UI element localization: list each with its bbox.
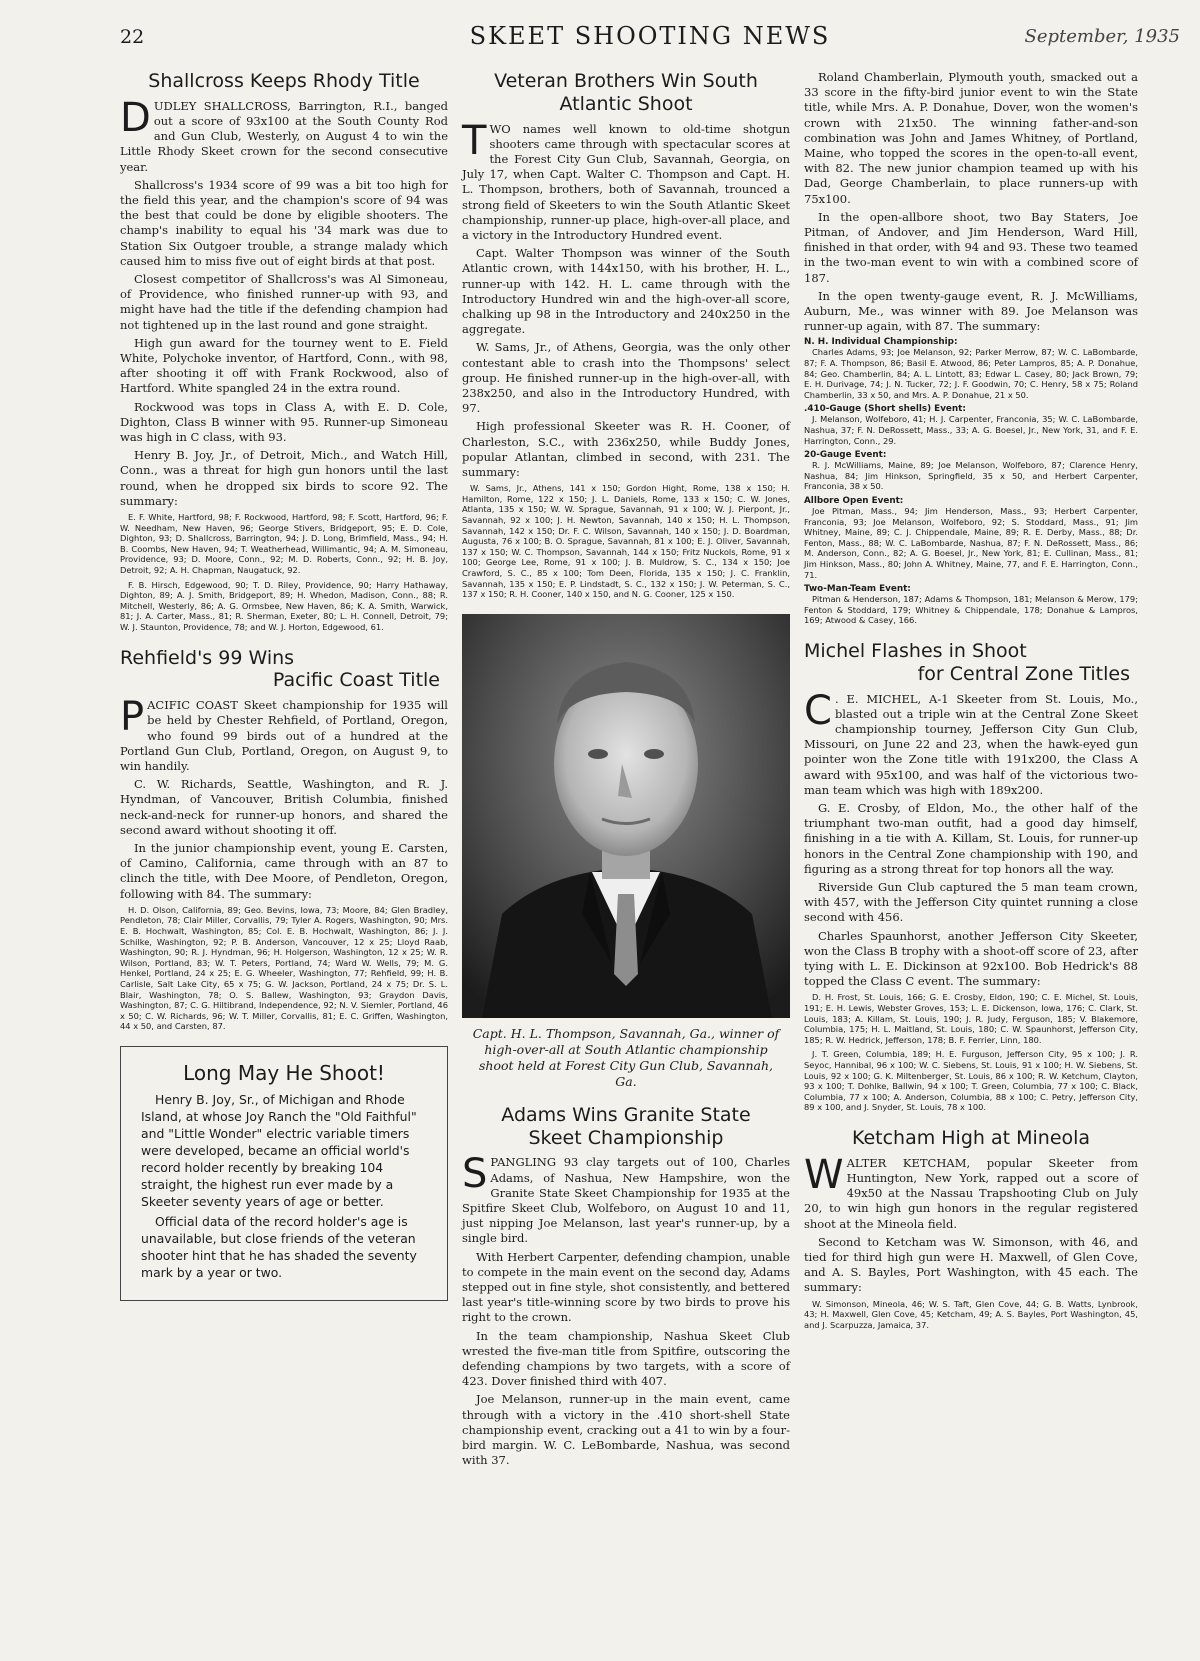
paragraph: PACIFIC COAST Skeet championship for 1935 will be held by Chester Rehfield, of Portland, Oregon, who found 99 birds out of a hundred at the Portland Gun Club, Portland, Oregon, on August 9, to win handily. bbox=[120, 694, 448, 774]
column-left bbox=[120, 70, 448, 1301]
paragraph: SPANGLING 93 clay targets out of 100, Charles Adams, of Nashua, New Hampshire, won the Granite State Skeet Championship for 1935 at the Spitfire Skeet Club, Wolfeboro, on August 10 and 11, just nipping Joe Melanson, last year's runner-up, by a single bird. bbox=[462, 1151, 790, 1246]
paragraph: Joe Melanson, runner-up in the main event, came through with a victory in the .410 short-shell State championship event, cracking out a 41 to win by a four-bird margin. W. C. LeBombarde, Nashua, was second with 37. bbox=[462, 1392, 790, 1468]
photo-caption: Capt. H. L. Thompson, Savannah, Ga., winner of high-over-all at South Atlantic championship shoot held at Forest City Gun Club, Savannah, Ga. bbox=[472, 1025, 780, 1089]
drop-cap: S bbox=[462, 1151, 488, 1198]
event-heading: 20-Gauge Event: bbox=[804, 450, 887, 461]
article-ketcham bbox=[804, 1127, 1138, 1330]
paragraph: TWO names well known to old-time shotgun shooters came through with spectacular scores at the Forest City Gun Club, Savannah, Georgia, on July 17, when Capt. Walter C. Thompson and Capt. H. L. Thompson, brothers, both of Savannah, trounced a strong field of Skeeters to win the South Atlantic Skeet championship, runner-up place, high-over-all place, and a victory in the Introductory Hundred event. bbox=[462, 117, 790, 243]
event-heading: .410-Gauge (Short shells) Event: bbox=[804, 404, 966, 415]
article-michel bbox=[804, 640, 1138, 1113]
paragraph: In the team championship, Nashua Skeet Club wrested the five-man title from Spitfire, outscoring the defending champions by two targets, with a score of 423. Dover finished third with 407. bbox=[462, 1328, 790, 1389]
summary: R. J. McWilliams, Maine, 89; Joe Melanson, Wolfeboro, 87; Clarence Henry, Nashua, 84; Jim Hinkson, Springfield, 35 x 50, and Herbert Carpenter, Franconia, 38 x 50. bbox=[804, 460, 1138, 492]
issue-date: September, 1935 bbox=[1024, 26, 1180, 47]
event-heading: Allbore Open Event: bbox=[804, 495, 904, 506]
summary: W. Simonson, Mineola, 46; W. S. Taft, Glen Cove, 44; G. B. Watts, Lynbrook, 43; H. Maxwell, Glen Cove, 45; Ketcham, 49; A. S. Bayles, Port Washington, 45, and J. Scarpuzza, Jamaica, 37. bbox=[804, 1298, 1138, 1330]
paragraph: Charles Spaunhorst, another Jefferson City Skeeter, won the Class B trophy with a shoot-off score of 23, after tying with L. E. Dickinson at 92x100. Bob Hedrick's 88 topped the Class C event. The summary: bbox=[804, 928, 1138, 989]
paragraph: Henry B. Joy, Sr., of Michigan and Rhode Island, at whose Joy Ranch the "Old Faithful" and "Little Wonder" electric variable timers were developed, became an official world's record holder recently by breaking 104 straight, the highest run ever made by a Skeeter seventy years of age or better. bbox=[141, 1091, 417, 1209]
headline-ketcham: Ketcham High at Mineola bbox=[851, 1126, 1091, 1149]
paragraph: With Herbert Carpenter, defending champion, unable to compete in the main event on the second day, Adams stepped out in fine style, shot consistently, and bettered last year's title-winning score by two birds to prove his right to the crown. bbox=[462, 1249, 790, 1325]
column-right bbox=[804, 70, 1138, 1344]
drop-cap: W bbox=[804, 1151, 844, 1198]
summary: Charles Adams, 93; Joe Melanson, 92; Parker Merrow, 87; W. C. LaBombarde, 87; F. A. Thompson, 86; Basil E. Atwood, 86; Peter Lampros, 85; A. P. Donahue, 84; Geo. Chamberlin, 84; A. L. Lintott, 83; Edwar L. Casey, 80; Jack Brown, 79; E. H. Durivage, 74; J. N. Tucker, 72; J. F. Goodwin, 70; C. Henry, 58 x 75; Roland Chamberlin, 33 x 50, and Mrs. A. P. Donahue, 21 x 50. bbox=[804, 347, 1138, 400]
headline-adams: Adams Wins Granite State Skeet Championship bbox=[501, 1103, 751, 1149]
paragraph: C. W. Richards, Seattle, Washington, and R. J. Hyndman, of Vancouver, British Columbia, finished neck-and-neck for runner-up honors, and shared the second award without shooting it off. bbox=[120, 777, 448, 837]
paragraph: G. E. Crosby, of Eldon, Mo., the other half of the triumphant two-man outfit, had a good day himself, finishing in a tie with A. Killam, St. Louis, for runner-up honors in the Central Zone championship with 190, and figuring as a strong threat for top honors all the way. bbox=[804, 800, 1138, 876]
headline-veteran: Veteran Brothers Win South Atlantic Shoot bbox=[494, 70, 758, 115]
paragraph: High professional Skeeter was R. H. Cooner, of Charleston, S.C., with 236x250, while Buddy Jones, popular Atlantan, climbed in second, with 231. The summary: bbox=[462, 419, 790, 480]
article-veteran bbox=[462, 70, 790, 600]
paragraph: High gun award for the tourney went to E. Field White, Polychoke inventor, of Hartford, Conn., with 98, after shooting it off with Frank Rockwood, also of Hartford. White spangled 24 in the extra round. bbox=[120, 335, 448, 396]
article-adams-continued bbox=[804, 70, 1138, 626]
event-heading: N. H. Individual Championship: bbox=[804, 337, 958, 348]
event-heading: Two-Man-Team Event: bbox=[804, 584, 911, 595]
page-number: 22 bbox=[120, 26, 145, 48]
headline-shallcross: Shallcross Keeps Rhody Title bbox=[148, 70, 420, 92]
drop-cap: C bbox=[804, 687, 832, 734]
summary: D. H. Frost, St. Louis, 166; G. E. Crosby, Eldon, 190; C. E. Michel, St. Louis, 191; E. H. Lewis, Webster Groves, 153; L. E. Dickenson, Iowa, 176; C. Clark, St. Louis, 183; A. Killam, St. Louis, 190; J. R. Judy, Ferguson, 185; V. Blakemore, Columbia, 175; H. L. Maitland, St. Louis, 180; C. W. Spaunhorst, Jefferson City, 185; R. W. Hedrick, Jefferson, 178; B. F. Ferrier, Linn, 180. bbox=[804, 992, 1138, 1045]
paragraph: C . E. MICHEL, A-1 Skeeter from St. Louis, Mo., blasted out a triple win at the Central Zone Skeet championship tourney, Jefferson City Gun Club, Missouri, on June 22 and 23, when the hawk-eyed gun pointer won the Zone title with 191x200, the Class A award with 95x100, and was half of the victorious two-man team which was high with 189x200. bbox=[804, 687, 1138, 797]
summary: H. D. Olson, California, 89; Geo. Bevins, Iowa, 73; Moore, 84; Glen Bradley, Pendleton, 78; Clair Miller, Corvallis, 79; Tyler A. Rogers, Washington, 90; Mrs. E. B. Hochwalt, Washington, 85; Col. E. B. Hochwalt, Washington, 86; J. J. Schilke, Washington, 92; P. B. Anderson, Vancouver, 12 x 25; Lloyd Raab, Washington, 90; R. J. Hyndman, 96; H. Holgerson, Washington, 12 x 25; W. R. Wilson, Portland, 83; W. T. Peters, Portland, 74; Ward W. Wells, 79; M. G. Henkel, Portland, 24 x 25; E. G. Wheeler, Washington, 77; Rehfield, 99; H. B. Carlisle, Salt Lake City, 65 x 75; G. W. Jackson, Portland, 24 x 75; Dr. S. L. Blair, Washington, 78; O. S. Ballew, Washington, 93; Graydon Davis, Washington, 87; C. G. Hiltibrand, Independence, 92; N. V. Siemler, Portland, 46 x 50; C. W. Richards, 96; W. T. Miller, Corvallis, 81; E. C. Griffen, Washington, 44 x 50, and Carsten, 87. bbox=[120, 904, 448, 1032]
paragraph: WALTER KETCHAM, popular Skeeter from Huntington, New York, rapped out a score of 49x50 at the Nassau Trapshooting Club on July 20, to win high gun honors in the regular registered shoot at the Mineola field. bbox=[804, 1151, 1138, 1231]
summary: F. B. Hirsch, Edgewood, 90; T. D. Riley, Providence, 90; Harry Hathaway, Dighton, 89; A. J. Smith, Bridgeport, 89; H. Whedon, Madison, Conn., 88; R. Mitchell, Westerly, 86; A. G. Ormsbee, New Haven, 86; K. A. Smith, Warwick, 81; J. A. Carter, Mass., 81; R. Sherman, Exeter, 80; L. H. Connell, Detroit, 79; W. J. Staunton, Providence, 78; and W. J. Horton, Edgewood, 61. bbox=[120, 579, 448, 633]
headline-michel: Michel Flashes in Shoot for Central Zone Titles bbox=[804, 639, 1130, 685]
summary: W. Sams, Jr., Athens, 141 x 150; Gordon Hight, Rome, 138 x 150; H. Hamilton, Rome, 122 x 150; J. L. Daniels, Rome, 133 x 150; C. W. Jones, Atlanta, 135 x 150; W. W. Sprague, Savannah, 91 x 100; W. J. Pierpont, Jr., Savannah, 92 x 100; J. H. Newton, Savannah, 140 x 150; H. L. Thompson, Savannah, 142 x 150; Dr. F. C. Wilson, Savannah, 140 x 150; J. D. Boardman, Augusta, 76 x 100; B. O. Sprague, Savannah, 81 x 100; E. J. Oliver, Savannah, 137 x 150; W. C. Thompson, Savannah, 144 x 150; Fritz Nuckols, Rome, 91 x 100; George Lee, Rome, 91 x 100; J. B. Muldrow, S. C., 134 x 150; Joe Crawford, S. C., 85 x 100; Tom Deen, Florida, 135 x 150; J. C. Franklin, Savannah, 135 x 150; E. P. Lindstadt, S. C., 132 x 150; J. W. Peterman, S. C., 137 x 150; R. H. Cooner, 140 x 150, and N. G. Cooner, 125 x 150. bbox=[462, 483, 790, 600]
paragraph: Capt. Walter Thompson was winner of the South Atlantic crown, with 144x150, with his brother, H. L., runner-up with 142. H. L. came through with the Introductory Hundred win and the high-over-all score, chalking up 98 in the Introductory and 240x250 in the aggregate. bbox=[462, 246, 790, 337]
paragraph: Roland Chamberlain, Plymouth youth, smacked out a 33 score in the fifty-bird junior event to win the State title, while Mrs. A. P. Donahue, Dover, won the women's crown with 21x50. The winning father-and-son combination was John and James Whitney, of Portland, Maine, who topped the scores in the open-to-all event, with 82. The new junior champion teamed up with his Dad, George Chamberlain, to place runners-up with 75x100. bbox=[804, 70, 1138, 206]
headline-rehfield: Rehfield's 99 Wins Pacific Coast Title bbox=[120, 646, 440, 692]
masthead: SKEET SHOOTING NEWS bbox=[469, 22, 831, 50]
paragraph: Rockwood was tops in Class A, with E. D. Cole, Dighton, Class B winner with 95. Runner-up Simoneau was high in C class, with 93. bbox=[120, 399, 448, 445]
summary: Pitman & Henderson, 187; Adams & Thompson, 181; Melanson & Merow, 179; Fenton & Stoddard, 179; Whitney & Chippendale, 178; Donahue & Lampros, 169; Atwood & Casey, 166. bbox=[804, 594, 1138, 626]
drop-cap: D bbox=[120, 94, 151, 141]
paragraph: Closest competitor of Shallcross's was Al Simoneau, of Providence, who finished runner-up with 93, and might have had the title if the defending champion had not tightened up in the last round and gone straight. bbox=[120, 272, 448, 332]
paragraph: W. Sams, Jr., of Athens, Georgia, was the only other contestant able to crash into the Thompsons' select group. He finished runner-up in the high-over-all, with 238x250, and also in the Introductory Hundred, with 97. bbox=[462, 340, 790, 416]
paragraph: In the junior championship event, young E. Carsten, of Camino, California, came through with an 87 to clinch the title, with Dee Moore, of Pendleton, Oregon, following with 84. The summary: bbox=[120, 841, 448, 901]
summary: J. Melanson, Wolfeboro, 41; H. J. Carpenter, Franconia, 35; W. C. LaBombarde, Nashua, 37; F. N. DeRossett, Mass., 33; A. G. Boesel, Jr., New York, 31, and F. E. Harrington, Conn., 29. bbox=[804, 414, 1138, 446]
summary: E. F. White, Hartford, 98; F. Rockwood, Hartford, 98; F. Scott, Hartford, 96; F. W. Needham, New Haven, 96; George Stivers, Bridgeport, 95; E. D. Cole, Dighton, 93; D. Shallcross, Barrington, 94; J. D. Long, Brimfield, Mass., 94; H. B. Coombs, New Haven, 94; T. Weatherhead, Willimantic, 94; A. M. Simoneau, Providence, 93; D. Moore, Conn., 92; M. D. Roberts, Conn., 92; H. B. Joy, Detroit, 92; A. H. Chapman, Naugatuck, 92. bbox=[120, 512, 448, 576]
page-header bbox=[120, 22, 1180, 52]
drop-cap: T bbox=[462, 117, 487, 164]
paragraph: Shallcross's 1934 score of 99 was a bit too high for the field this year, and the champion's score of 94 was the best that could be done by eligible shooters. The champ's inability to equal his '34 mark was due to Station Six Outgoer trouble, a strange malady which caused him to miss five out of eight birds at that post. bbox=[120, 177, 448, 268]
boxed-article-long-may bbox=[120, 1046, 448, 1301]
column-middle bbox=[462, 70, 790, 1482]
article-adams bbox=[462, 1104, 790, 1469]
article-shallcross bbox=[120, 70, 448, 633]
summary: J. T. Green, Columbia, 189; H. E. Furguson, Jefferson City, 95 x 100; J. R. Seyoc, Hannibal, 96 x 100; W. C. Siebens, St. Louis, 91 x 100; H. W. Siebens, St. Louis, 92 x 100; G. K. Miltenberger, St. Louis, 86 x 100; R. W. Ketchum, Clayton, 93 x 100; T. Dohlke, Ballwin, 94 x 100; T. Green, Columbia, 77 x 100; C. Black, Columbia, 77 x 100; A. Anderson, Columbia, 88 x 100; C. Petry, Jefferson City, 89 x 100, and J. Snyder, St. Louis, 78 x 100. bbox=[804, 1049, 1138, 1113]
summary: Joe Pitman, Mass., 94; Jim Henderson, Mass., 93; Herbert Carpenter, Franconia, 93; Joe Melanson, Wolfeboro, 92; S. Stoddard, Mass., 91; Jim Whitney, Maine, 89; C. J. Chippendale, Maine, 89; R. E. Derby, Mass., 88; Dr. Fenton, Mass., 88; W. C. LaBombarde, Nashua, 87; F. N. DeRossett, Mass., 86; M. Anderson, Conn., 82; A. G. Boesel, Jr., New York, 81; E. Cullinan, Mass., 81; Jim Hinkson, Mass., 80; John A. Whitney, Maine, 77, and F. E. Harrington, Conn., 71. bbox=[804, 505, 1138, 580]
paragraph: In the open-allbore shoot, two Bay Staters, Joe Pitman, of Andover, and Jim Henderson, Ward Hill, finished in that order, with 94 and 93. These two teamed in the two-man event to win with a combined score of 187. bbox=[804, 209, 1138, 285]
article-rehfield bbox=[120, 647, 448, 1032]
paragraph: Riverside Gun Club captured the 5 man team crown, with 457, with the Jefferson City quintet running a close second with 456. bbox=[804, 879, 1138, 925]
paragraph: DUDLEY SHALLCROSS, Barrington, R.I., banged out a score of 93x100 at the South County Rod and Gun Club, Westerly, on August 4 to win the Little Rhody Skeet crown for the second consecutive year. bbox=[120, 94, 448, 174]
portrait-illustration bbox=[462, 614, 790, 1018]
paragraph: Henry B. Joy, Jr., of Detroit, Mich., and Watch Hill, Conn., was a threat for high gun honors until the last round, when he dropped six birds to score 92. The summary: bbox=[120, 448, 448, 508]
drop-cap: P bbox=[120, 694, 145, 741]
portrait-photo bbox=[462, 614, 790, 1018]
paragraph: Second to Ketcham was W. Simonson, with 46, and tied for third high gun were H. Maxwell, of Glen Cove, and A. S. Bayles, Port Washington, with 45 each. The summary: bbox=[804, 1234, 1138, 1295]
paragraph: Official data of the record holder's age is unavailable, but close friends of the veteran shooter hint that he has shaded the seventy mark by a year or two. bbox=[141, 1213, 417, 1280]
headline-long-may: Long May He Shoot! bbox=[183, 1060, 385, 1085]
paragraph: In the open twenty-gauge event, R. J. McWilliams, Auburn, Me., was winner with 89. Joe Melanson was runner-up again, with 87. The summary: bbox=[804, 288, 1138, 334]
